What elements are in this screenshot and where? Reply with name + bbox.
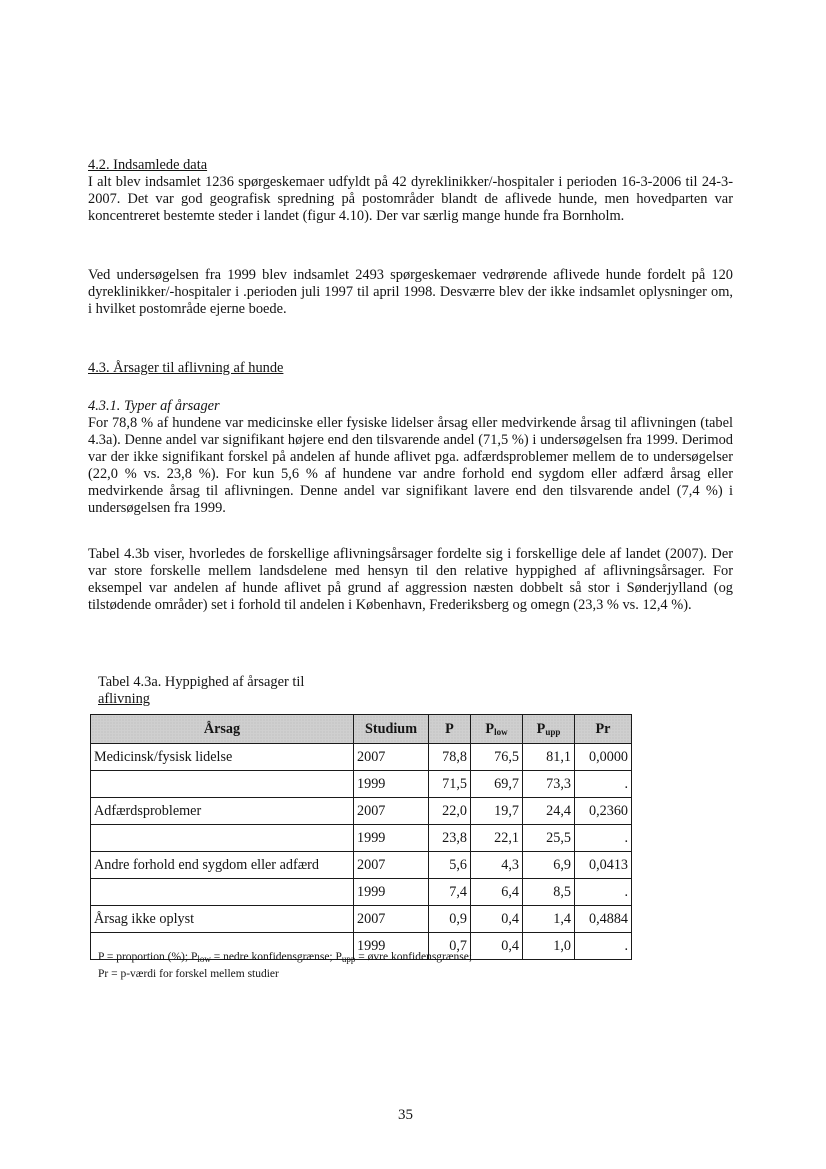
cell-p-low: 22,1	[471, 825, 523, 852]
cell-studium: 2007	[354, 906, 429, 933]
cell-pr: 0,4884	[575, 906, 632, 933]
table-row	[91, 798, 632, 825]
cell-pr: .	[575, 825, 632, 852]
cell-arsag	[91, 879, 354, 906]
cell-p-upp: 81,1	[523, 744, 575, 771]
cell-studium: 2007	[354, 852, 429, 879]
header-p-upp-main: P	[536, 720, 546, 737]
header-arsag: Årsag	[91, 715, 354, 744]
note-text: = øvre konfidensgrænse;	[355, 951, 473, 963]
cell-p-low: 4,3	[471, 852, 523, 879]
cell-p: 71,5	[429, 771, 471, 798]
note-subscript: low	[197, 954, 211, 964]
cell-pr: 0,0413	[575, 852, 632, 879]
header-p: P	[429, 715, 471, 744]
table-notes	[98, 950, 472, 982]
cell-studium: 2007	[354, 798, 429, 825]
cell-p: 78,8	[429, 744, 471, 771]
table-caption	[98, 674, 358, 708]
cell-p-low: 0,4	[471, 933, 523, 960]
header-p-upp	[523, 715, 575, 744]
header-p-low	[471, 715, 523, 744]
cell-studium: 1999	[354, 879, 429, 906]
header-p-upp-sub: upp	[545, 726, 561, 737]
cell-arsag: Årsag ikke oplyst	[91, 906, 354, 933]
page-number: 35	[398, 1107, 413, 1123]
cell-arsag	[91, 771, 354, 798]
table-row	[91, 879, 632, 906]
cell-arsag	[91, 825, 354, 852]
table-row	[91, 906, 632, 933]
cell-p: 7,4	[429, 879, 471, 906]
section-4-3-1	[88, 398, 733, 517]
cell-pr: 0,0000	[575, 744, 632, 771]
table-row	[91, 852, 632, 879]
cell-pr: .	[575, 933, 632, 960]
cell-p-upp: 1,4	[523, 906, 575, 933]
cell-p: 22,0	[429, 798, 471, 825]
table-row	[91, 825, 632, 852]
section-heading: 4.3. Årsager til aflivning af hunde	[88, 360, 284, 376]
cell-pr: 0,2360	[575, 798, 632, 825]
table-caption-line: Tabel 4.3a. Hyppighed af årsager til	[98, 674, 305, 690]
table-note: Pr = p-værdi for forskel mellem studier	[98, 968, 279, 980]
frequency-table	[90, 714, 632, 960]
cell-studium: 1999	[354, 825, 429, 852]
section-heading: 4.2. Indsamlede data	[88, 157, 208, 173]
cell-p: 0,7	[429, 933, 471, 960]
cell-p-upp: 73,3	[523, 771, 575, 798]
paragraph: For 78,8 % af hundene var medicinske eller fysiske lidelser årsag eller medvirkende årsag til aflivningen (tabel 4.3a). Denne andel var signifikant højere end den tilsvarende andel (71,5 %) i undersøgelsen fra 1999. Derimod var der ikke signifikant forskel på andelen af hunde aflivet pga. adfærdsproblemer mellem de to undersøgelser (22,0 % vs. 23,8 %). For kun 5,6 % af hundene var andre forhold end sygdom eller adfærd årsag eller medvirkende årsag til aflivningen. Denne andel var signifikant lavere end den tilsvarende andel (7,4 %) i undersøgelsen fra 1999.	[88, 415, 733, 516]
cell-pr: .	[575, 879, 632, 906]
cell-pr: .	[575, 771, 632, 798]
cell-p: 23,8	[429, 825, 471, 852]
cell-p-upp: 6,9	[523, 852, 575, 879]
note-text: P = proportion (%); P	[98, 951, 198, 963]
paragraph: I alt blev indsamlet 1236 spørgeskemaer udfyldt på 42 dyreklinikker/-hospitaler i perioden 16-3-2006 til 24-3-2007. Det var god geografisk spredning på postområder blandt de aflivede hunde, men hovedparten var koncentreret bestemte steder i landet (figur 4.10). Der var særlig mange hunde fra Bornholm.	[88, 174, 733, 224]
cell-p-upp: 25,5	[523, 825, 575, 852]
cell-p-low: 6,4	[471, 879, 523, 906]
cell-arsag: Medicinsk/fysisk lidelse	[91, 744, 354, 771]
cell-p-low: 69,7	[471, 771, 523, 798]
header-studium: Studium	[354, 715, 429, 744]
table-row	[91, 771, 632, 798]
cell-p: 0,9	[429, 906, 471, 933]
table-caption-line: aflivning	[98, 691, 150, 707]
table-header-row	[91, 715, 632, 744]
cell-studium: 1999	[354, 933, 429, 960]
header-pr: Pr	[575, 715, 632, 744]
cell-p-upp: 8,5	[523, 879, 575, 906]
cell-p-low: 0,4	[471, 906, 523, 933]
paragraph: Tabel 4.3b viser, hvorledes de forskellige aflivningsårsager fordelte sig i forskellige dele af landet (2007). Der var store forskelle mellem landsdelene med hensyn til den relative hyppighed af aflivningsårsager. For eksempel var andelen af hunde aflivet på grund af aggression næsten dobbelt så stor i Sønderjylland (og tilstødende områder) set i forhold til andelen i København, Frederiksberg og omegn (23,3 % vs. 12,4 %).	[88, 546, 733, 613]
cell-p-upp: 1,0	[523, 933, 575, 960]
note-text: = nedre konfidensgrænse; P	[210, 951, 342, 963]
cell-p-low: 19,7	[471, 798, 523, 825]
cell-p-upp: 24,4	[523, 798, 575, 825]
cell-studium: 1999	[354, 771, 429, 798]
cell-studium: 2007	[354, 744, 429, 771]
header-p-low-sub: low	[494, 726, 508, 737]
paragraph: Ved undersøgelsen fra 1999 blev indsamlet 2493 spørgeskemaer vedrørende aflivede hunde fordelt på 120 dyreklinikker/-hospitaler i .perioden juli 1997 til april 1998. Desværre blev der ikke indsamlet oplysninger om, i hvilket postområde ejerne boede.	[88, 267, 733, 317]
subsection-heading: 4.3.1. Typer af årsager	[88, 398, 220, 414]
cell-p-low: 76,5	[471, 744, 523, 771]
cell-arsag: Andre forhold end sygdom eller adfærd	[91, 852, 354, 879]
header-p-low-main: P	[485, 720, 495, 737]
table-row	[91, 744, 632, 771]
cell-arsag: Adfærdsproblemer	[91, 798, 354, 825]
note-subscript: upp	[341, 954, 356, 964]
table-note	[98, 950, 472, 967]
section-4-2	[88, 157, 733, 225]
cell-p: 5,6	[429, 852, 471, 879]
